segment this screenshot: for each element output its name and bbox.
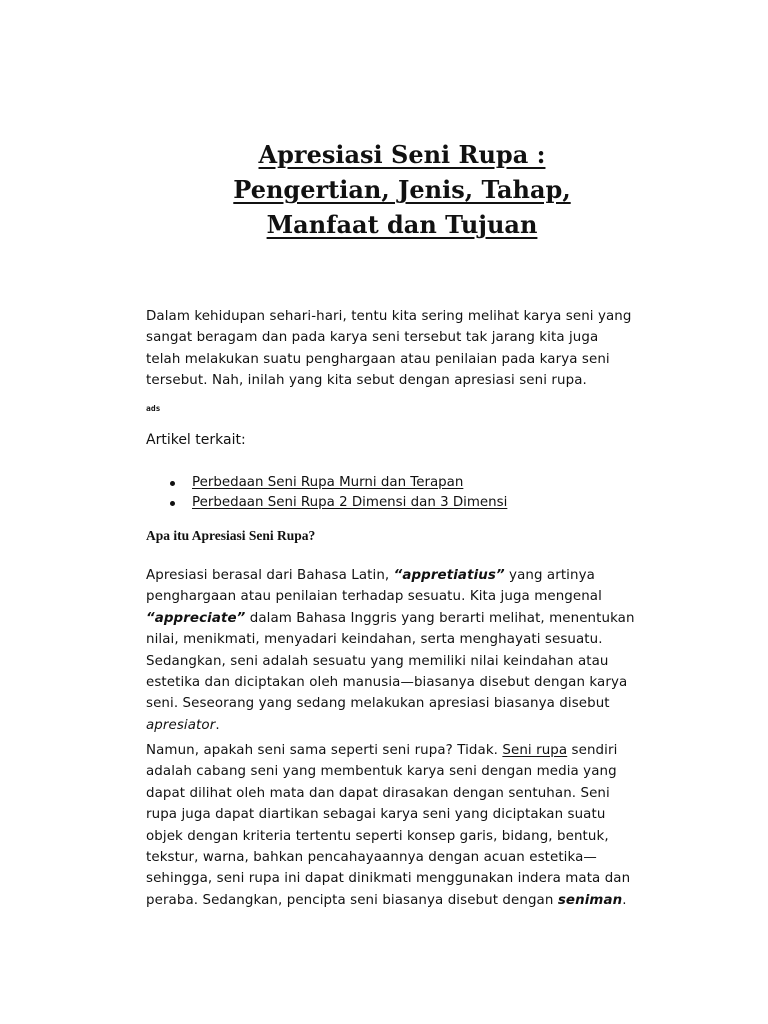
- definition-paragraph: [146, 565, 635, 736]
- related-link-murni-terapan[interactable]: Perbedaan Seni Rupa Murni dan Terapan: [192, 475, 464, 490]
- related-articles-heading: Artikel terkait:: [146, 432, 246, 448]
- text-run: peraba. Sedangkan, pencipta seni biasanya disebut dengan: [146, 892, 558, 908]
- text-line: [146, 715, 635, 736]
- term-apresiator: apresiator: [146, 717, 216, 733]
- list-item: [146, 493, 507, 513]
- text-line: nilai, menikmati, menyadari keindahan, serta menghayati sesuatu.: [146, 632, 603, 648]
- text-line: tekstur, warna, bahkan pencahayaannya dengan acuan estetika—: [146, 850, 597, 866]
- text-line: rupa juga dapat diartikan sebagai karya seni yang diciptakan suatu: [146, 807, 606, 823]
- text-line: Sedangkan, seni adalah sesuatu yang memiliki nilai keindahan atau: [146, 653, 609, 669]
- text-line: objek dengan kriteria tertentu seperti konsep garis, bidang, bentuk,: [146, 828, 609, 844]
- term-appreciate: “appreciate”: [146, 610, 246, 626]
- text-run: dalam Bahasa Inggris yang berarti melihat, menentukan: [245, 610, 635, 626]
- text-run: yang artinya: [504, 568, 595, 583]
- ads-label: ads: [146, 404, 161, 413]
- text-line: [146, 608, 635, 629]
- text-line: penghargaan atau penilaian terhadap sesuatu. Kita juga mengenal: [146, 589, 602, 605]
- title-line: Apresiasi Seni Rupa :: [258, 140, 546, 169]
- title-line: Pengertian, Jenis, Tahap,: [233, 175, 571, 204]
- text-line: estetika dan diciptakan oleh manusia—biasanya disebut dengan karya: [146, 675, 628, 691]
- text-run: .: [215, 717, 220, 733]
- seni-rupa-paragraph: [146, 740, 630, 911]
- text-run: Apresiasi berasal dari Bahasa Latin,: [146, 568, 394, 583]
- term-appretiatius: “appretiatius”: [393, 568, 505, 583]
- title-line: Manfaat dan Tujuan: [266, 210, 538, 239]
- document-page: [146, 0, 666, 1024]
- text-line: tersebut. Nah, inilah yang kita sebut dengan apresiasi seni rupa.: [146, 373, 587, 389]
- text-line: dapat dilihat oleh mata dan dapat dirasakan dengan sentuhan. Seni: [146, 785, 610, 801]
- text-line: sangat beragam dan pada karya seni tersebut tak jarang kita juga: [146, 330, 599, 346]
- seni-rupa-link[interactable]: Seni rupa: [502, 743, 568, 758]
- text-line: [146, 890, 630, 911]
- text-run: Namun, apakah seni sama seperti seni rupa? Tidak.: [146, 743, 503, 758]
- text-line: sehingga, seni rupa ini dapat dinikmati menggunakan indera mata dan: [146, 871, 631, 887]
- bullet-icon: [170, 501, 175, 506]
- text-line: [146, 740, 630, 761]
- list-item: [146, 473, 507, 493]
- text-line: Dalam kehidupan sehari-hari, tentu kita sering melihat karya seni yang: [146, 309, 632, 324]
- text-line: [146, 565, 635, 586]
- text-line: telah melakukan suatu penghargaan atau penilaian pada karya seni: [146, 351, 610, 367]
- related-articles-list: [146, 473, 507, 513]
- related-link-2d-3d[interactable]: Perbedaan Seni Rupa 2 Dimensi dan 3 Dimensi: [192, 495, 508, 510]
- section-heading: Apa itu Apresiasi Seni Rupa?: [146, 528, 316, 543]
- term-seniman: seniman: [557, 892, 623, 908]
- text-line: seni. Seseorang yang sedang melakukan apresiasi biasanya disebut: [146, 696, 610, 712]
- text-line: adalah cabang seni yang membentuk karya seni dengan media yang: [146, 764, 617, 780]
- bullet-icon: [170, 481, 175, 486]
- intro-paragraph: [146, 306, 631, 392]
- text-run: sendiri: [567, 743, 618, 758]
- text-run: .: [622, 892, 627, 908]
- article-title: [146, 137, 658, 242]
